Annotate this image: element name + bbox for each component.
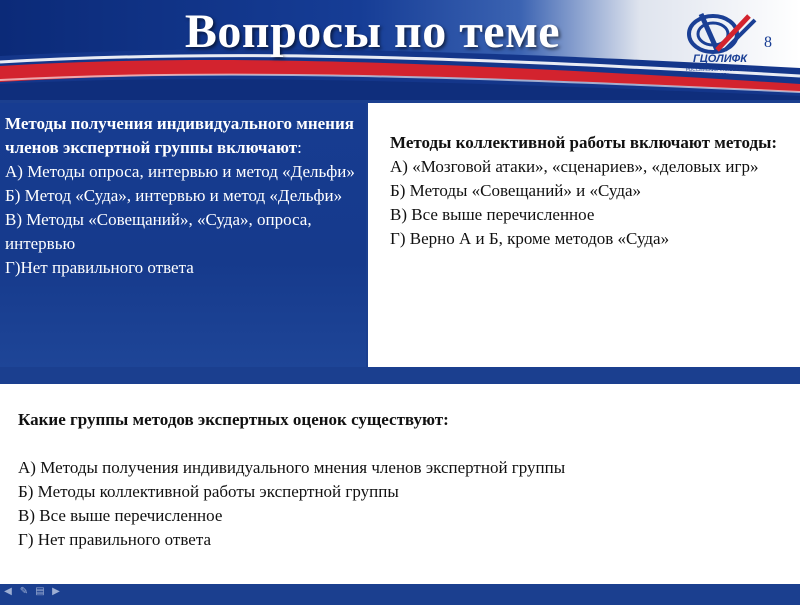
arrow-right-icon[interactable]: ▶ [52,586,60,597]
answer-option: А) Методы опроса, интервью и метод «Дельфи» [5,162,355,181]
answer-option: Б) Метод «Суда», интервью и метод «Дельфи» [5,186,343,205]
slide-title: Вопросы по теме [184,5,561,58]
arrow-left-icon[interactable]: ◀ [4,586,12,597]
answer-option: Б) Методы «Совещаний» и «Суда» [390,181,642,200]
question-left-title: Методы получения индивидуального мнения членов экспертной группы включают [5,114,354,157]
question-left-panel [0,103,366,367]
slideshow-toolbar [2,586,62,602]
page-number: 8 [764,34,772,51]
answer-option: В) Методы «Совещаний», «Суда», опроса, интервью [5,210,312,253]
question-left-title-line [5,112,356,160]
logo-subtext: РОССИЙСКИЙ УНИВЕРСИТЕТ СПОРТА [685,67,755,77]
answer-option: Г) Нет правильного ответа [18,530,212,549]
answer-option: Б) Методы коллективной работы экспертной группы [18,482,399,501]
answer-option: Г)Нет правильного ответа [5,258,194,277]
spacer [18,432,790,456]
logo-text: ГЦОЛИФК [692,53,747,65]
question-left-title-suffix: : [297,138,302,157]
answer-option: А) Методы получения индивидуального мнения членов экспертной группы [18,458,566,477]
answer-option: А) «Мозговой атаки», «сценариев», «деловых игр» [390,157,759,176]
question-right-panel [368,103,800,367]
answer-option: В) Все выше перечисленное [18,506,223,525]
slide-header [0,0,800,100]
question-right-title: Методы коллективной работы включают методы: [390,133,778,152]
answer-option: Г) Верно А и Б, кроме методов «Суда» [390,229,670,248]
answer-option: В) Все выше перечисленное [390,205,595,224]
question-bottom-panel [0,384,800,584]
pen-icon[interactable]: ✎ [19,586,29,597]
menu-icon[interactable]: ▤ [35,586,45,597]
question-bottom-title: Какие группы методов экспертных оценок существуют: [18,410,449,429]
